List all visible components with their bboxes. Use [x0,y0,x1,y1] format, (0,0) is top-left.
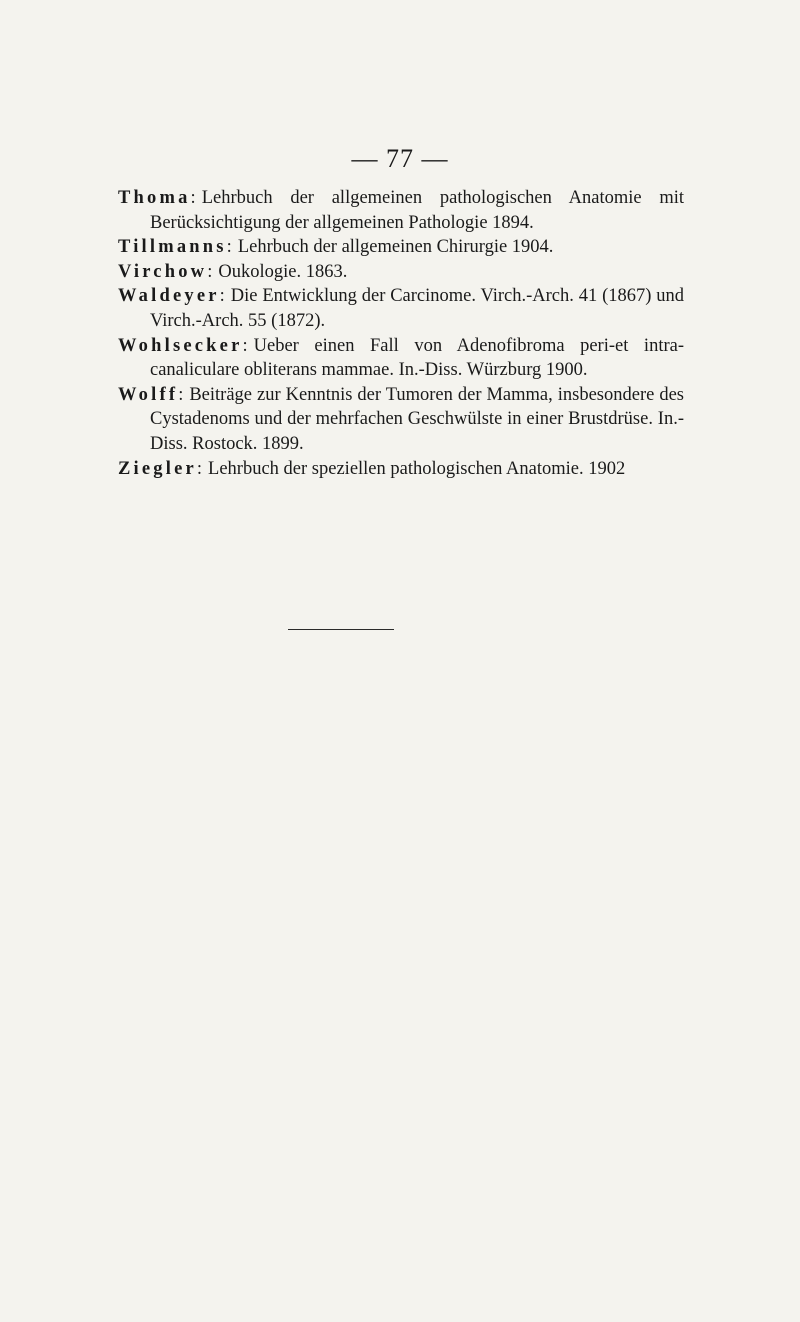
reference-text: Beiträge zur Kenntnis der Tumoren der Mamma, insbesondere des Cystadenoms und der mehrfachen Geschwülste in einer Brustdrüse. In.-Diss. Rostock. 1899. [150,384,684,454]
reference-author: Thoma [118,188,191,208]
reference-text: Lehrbuch der allgemeinen pathologischen Anatomie mit Berücksichtigung der allgemeinen Pathologie 1894. [150,188,684,233]
reference-text: Oukologie. 1863. [218,261,348,282]
reference-author: Wohlsecker [118,335,243,356]
reference-author: Virchow [118,261,208,282]
reference-text: Lehrbuch der allgemeinen Chirurgie 1904. [237,237,554,258]
reference-entry: Wohlsecker: Ueber einen Fall von Adenofibroma peri-et intra-canaliculare obliterans mammae. In.-Diss. Würzburg 1900. [118,335,684,381]
reference-entry: Ziegler: Lehrbuch der speziellen pathologischen Anatomie. 1902 [118,458,626,479]
reference-author: Wolff [118,384,179,405]
reference-author: Waldeyer [118,286,220,307]
section-divider [288,629,394,630]
reference-entry: Waldeyer: Die Entwicklung der Carcinome. Virch.-Arch. 41 (1867) und Virch.-Arch. 55 (1872). [118,286,684,331]
reference-list [118,186,684,481]
reference-entry: Tillmanns: Lehrbuch der allgemeinen Chirurgie 1904. [118,237,554,258]
page-number: — 77 — [351,144,449,173]
reference-text: Lehrbuch der speziellen pathologischen Anatomie. 1902 [208,458,626,479]
reference-entry: Thoma: Lehrbuch der allgemeinen pathologischen Anatomie mit Berücksichtigung der allgemeinen Pathologie 1894. [118,188,684,233]
reference-entry: Virchow: Oukologie. 1863. [118,261,348,282]
reference-text: Ueber einen Fall von Adenofibroma peri-et intra-canaliculare obliterans mammae. In.-Diss. Würzburg 1900. [150,335,684,381]
reference-text: Die Entwicklung der Carcinome. Virch.-Arch. 41 (1867) und Virch.-Arch. 55 (1872). [150,286,684,331]
reference-author: Tillmanns [118,237,227,258]
reference-author: Ziegler [118,458,197,479]
reference-entry: Wolff: Beiträge zur Kenntnis der Tumoren der Mamma, insbesondere des Cystadenoms und der mehrfachen Geschwülste in einer Brustdrüse. In.-Diss. Rostock. 1899. [118,384,684,454]
